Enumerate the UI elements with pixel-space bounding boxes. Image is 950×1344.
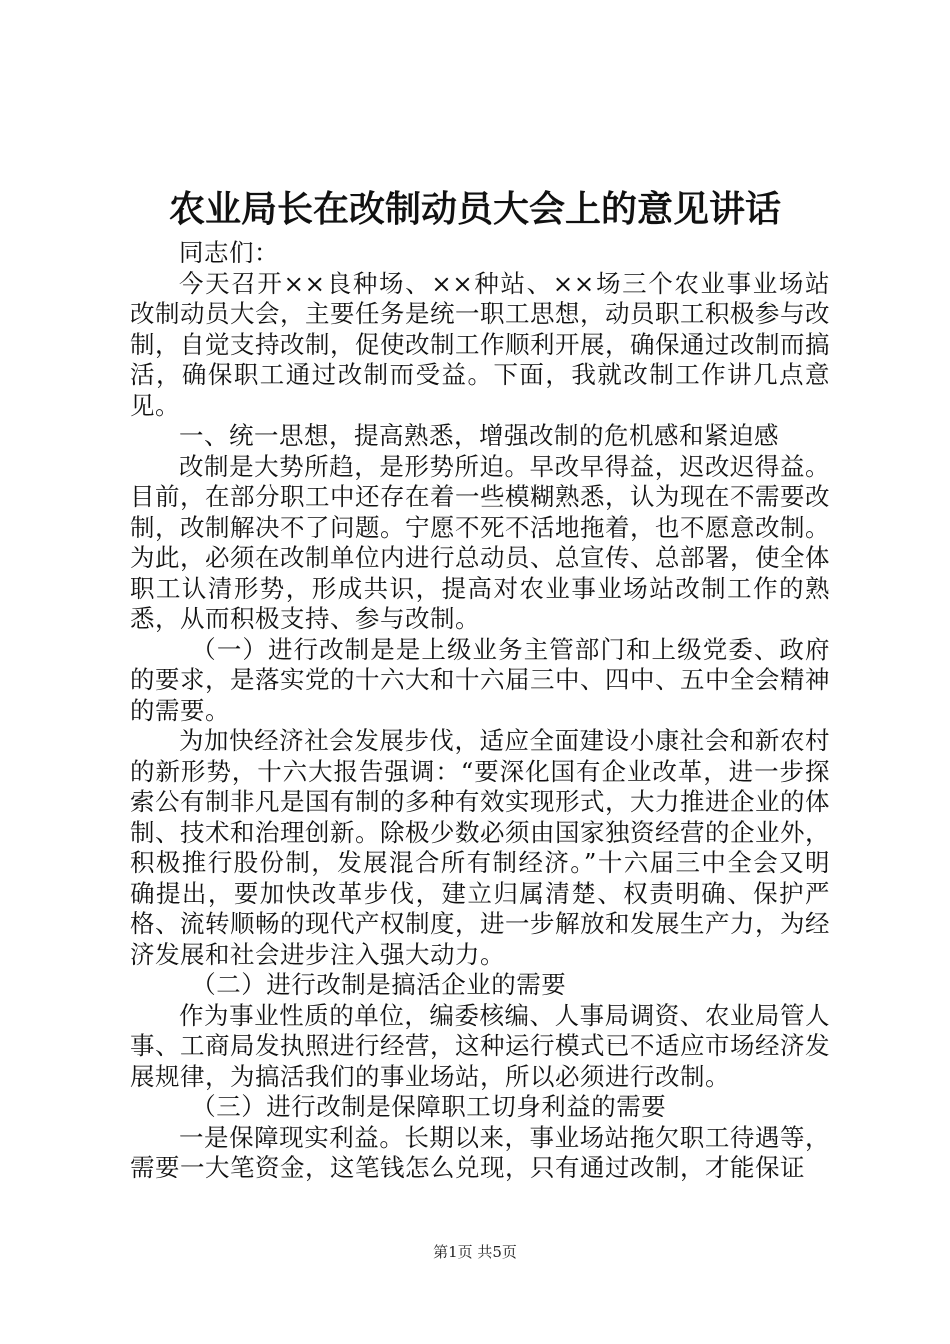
subsection-heading-3: （三）进行改制是保障职工切身利益的需要 bbox=[191, 1092, 667, 1121]
body-paragraph: 为加快经济社会发展步伐，适应全面建设小康社会和新农村的新形势，十六大报告强调：“要深化国有企业改革，进一步探索公有制非凡是国有制的多种有效实现形式，大力推进企业的体制、技术和治理创新。除极少数必须由国家独资经营的企业外，积极推行股份制，发展混合所有制经济。”十六届三中全会又明确提出，要加快改革步伐，建立归属清楚、权责明确、保护严格、流转顺畅的现代产权制度，进一步解放和发展生产力，为经济发展和社会进步注入强大动力。 bbox=[130, 726, 830, 969]
page-number-footer: 第1页 共5页 bbox=[433, 1243, 517, 1261]
salutation: 同志们： bbox=[179, 238, 279, 267]
section-heading-1: 一、统一思想，提高熟悉，增强改制的危机感和紧迫感 bbox=[179, 421, 779, 450]
document-title: 农业局长在改制动员大会上的意见讲话 bbox=[168, 188, 781, 230]
document-body bbox=[130, 238, 830, 1184]
subsection-heading-2: （二）进行改制是搞活企业的需要 bbox=[191, 970, 567, 999]
body-paragraph: 一是保障现实利益。长期以来，事业场站拖欠职工待遇等，需要一大笔资金，这笔钱怎么兑现，只有通过改制，才能保证 bbox=[130, 1122, 830, 1182]
body-paragraph: 改制是大势所趋，是形势所迫。早改早得益，迟改迟得益。目前，在部分职工中还存在着一些模糊熟悉，认为现在不需要改制，改制解决不了问题。宁愿不死不活地拖着，也不愿意改制。为此，必须在改制单位内进行总动员、总宣传、总部署，使全体职工认清形势，形成共识，提高对农业事业场站改制工作的熟悉，从而积极支持、参与改制。 bbox=[130, 451, 830, 633]
intro-paragraph: 今天召开××良种场、××种站、××场三个农业事业场站改制动员大会，主要任务是统一职工思想，动员职工积极参与改制，自觉支持改制，促使改制工作顺利开展，确保通过改制而搞活，确保职工通过改制而受益。下面，我就改制工作讲几点意见。 bbox=[130, 268, 830, 420]
subsection-heading-1: （一）进行改制是是上级业务主管部门和上级党委、政府的要求，是落实党的十六大和十六届三中、四中、五中全会精神的需要。 bbox=[130, 634, 830, 725]
body-paragraph: 作为事业性质的单位，编委核编、人事局调资、农业局管人事、工商局发执照进行经营，这种运行模式已不适应市场经济发展规律，为搞活我们的事业场站，所以必须进行改制。 bbox=[130, 1000, 830, 1091]
